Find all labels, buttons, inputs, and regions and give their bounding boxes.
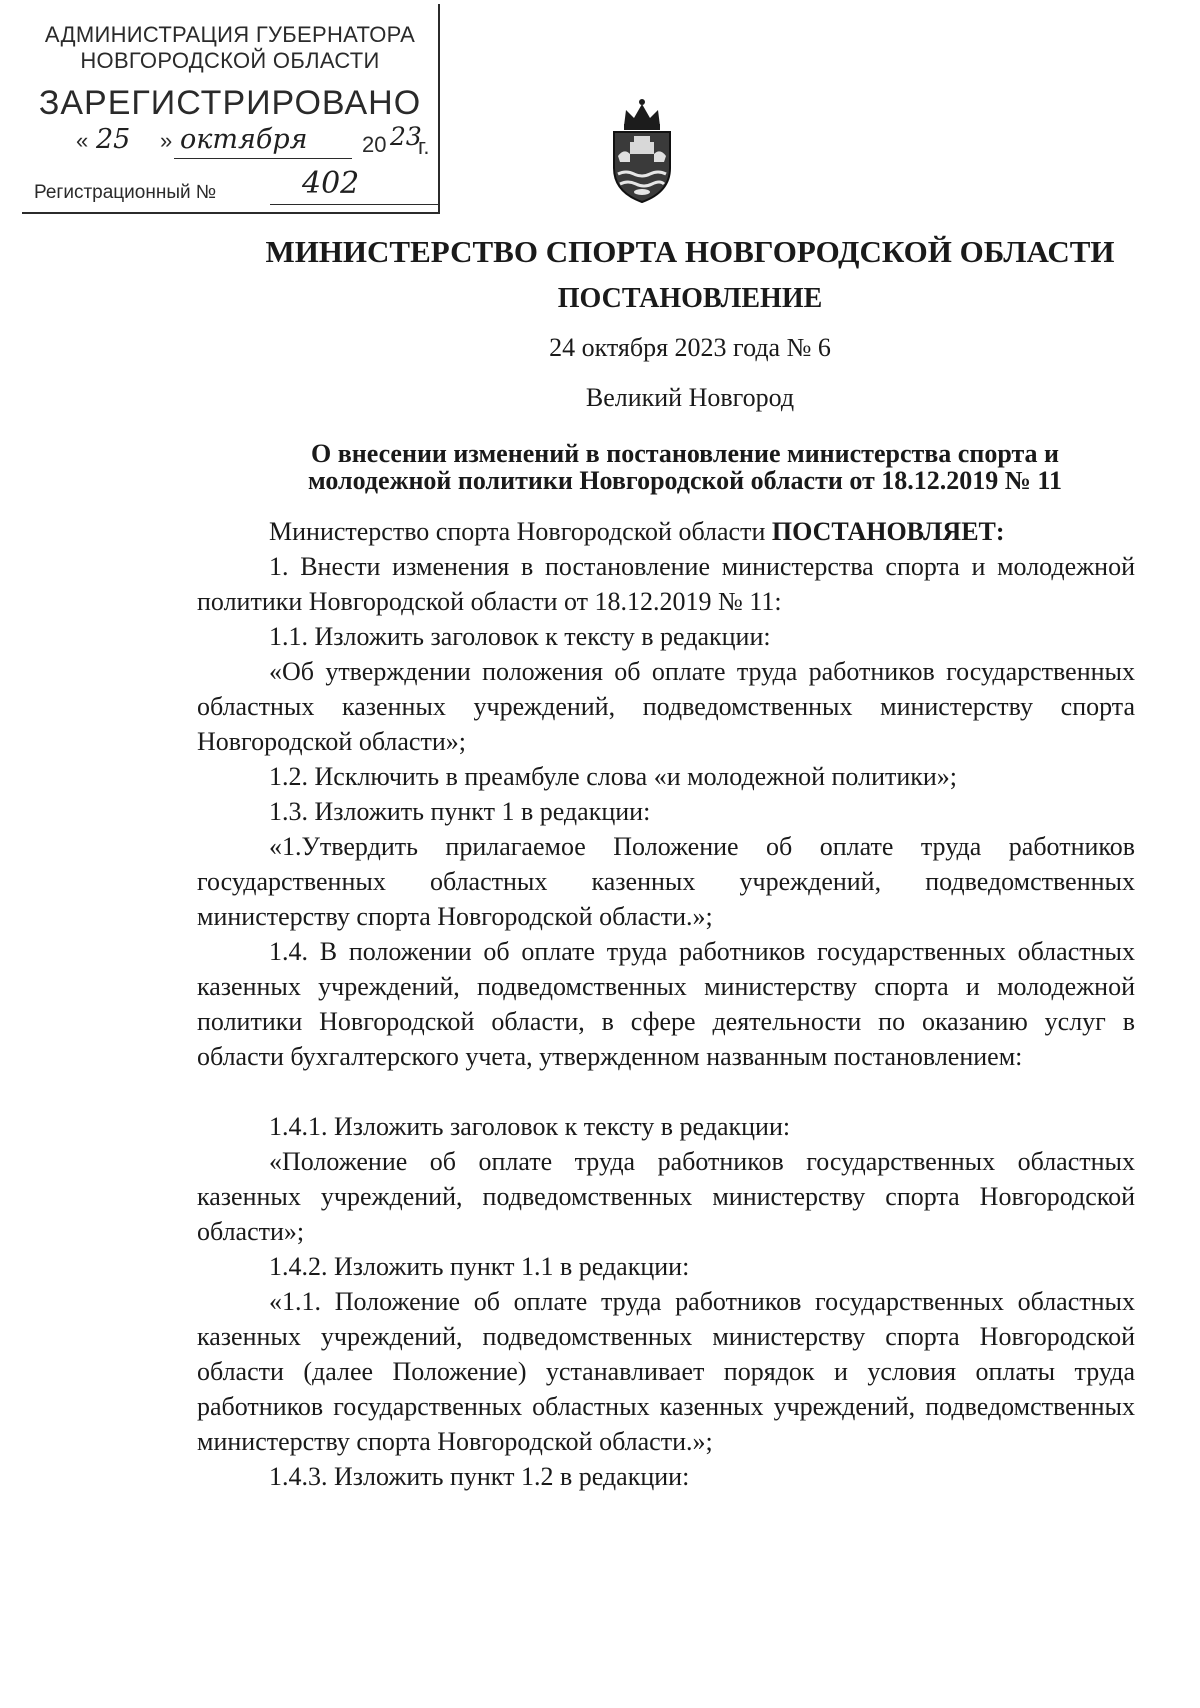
stamp-registration-label: Регистрационный № <box>34 182 217 203</box>
coat-of-arms-icon <box>600 96 684 208</box>
stamp-title: ЗАРЕГИСТРИРОВАНО <box>38 84 422 122</box>
stamp-date-underline <box>174 158 352 159</box>
stamp-date-month: октября <box>180 124 308 155</box>
paragraph-1-3-quote: «1.Утвердить прилагаемое Положение об оплате труда работников государственных областных казенных учреждений, подведомственных министерству спорта Новгородской области.»; <box>197 832 1135 931</box>
stamp-date-quote-open: « <box>76 128 89 153</box>
stamp-organization-line-2: НОВГОРОДСКОЙ ОБЛАСТИ <box>80 48 380 73</box>
stamp-date-day: 25 <box>96 124 131 155</box>
intro-text: Министерство спорта Новгородской области <box>269 517 772 546</box>
stamp-organization-line-1: АДМИНИСТРАЦИЯ ГУБЕРНАТОРА <box>44 22 416 47</box>
intro-paragraph <box>197 514 1135 549</box>
stamp-registration-underline <box>270 204 438 205</box>
document-city: Великий Новгород <box>585 383 795 412</box>
stamp-year-suffix: г. <box>418 134 430 159</box>
paragraph-1-4-3: 1.4.3. Изложить пункт 1.2 в редакции: <box>269 1462 690 1491</box>
paragraph-1-4-1-quote: «Положение об оплате труда работников государственных областных казенных учреждений, подведомственных министерству спорта Новгородской области»; <box>197 1147 1135 1246</box>
document-date-number: 24 октября 2023 года № 6 <box>549 333 831 362</box>
ministry-title: МИНИСТЕРСТВО СПОРТА НОВГОРОДСКОЙ ОБЛАСТИ <box>265 234 1115 269</box>
stamp-year-prefix: 20 <box>362 132 387 157</box>
paragraph-1-1: 1.1. Изложить заголовок к тексту в редакции: <box>269 622 771 651</box>
paragraph-1-4-2-quote: «1.1. Положение об оплате труда работников государственных областных казенных учреждений, подведомственных министерству спорта Новгородской области (далее Положение) устанавливает порядок и условия оплаты труда работников государственных областных казенных учреждений, подведомственных министерству спорта Новгородской области.»; <box>197 1287 1135 1456</box>
stamp-registration <box>34 166 434 208</box>
paragraph-1-4-1: 1.4.1. Изложить заголовок к тексту в редакции: <box>269 1112 791 1141</box>
paragraph-1-2: 1.2. Исключить в преамбуле слова «и молодежной политики»; <box>269 762 958 791</box>
document-type: ПОСТАНОВЛЕНИЕ <box>557 283 823 314</box>
stamp-date-quote-close: » <box>160 128 173 153</box>
paragraph-1-3: 1.3. Изложить пункт 1 в редакции: <box>269 797 651 826</box>
paragraph-1-1-quote: «Об утверждении положения об оплате труда работников государственных областных казенных учреждений, подведомственных министерству спорта Новгородской области»; <box>197 657 1135 756</box>
stamp-year-handwritten: 23 <box>390 122 422 151</box>
paragraph-1-4: 1.4. В положении об оплате труда работников государственных областных казенных учреждений, подведомственных министерству спорта и молодежной политики Новгородской области, в сфере деятельности по оказанию услуг в области бухгалтерского учета, утвержденном названным постановлением: <box>197 937 1135 1071</box>
paragraph-1: 1. Внести изменения в постановление министерства спорта и молодежной политики Новгородской области от 18.12.2019 № 11: <box>197 552 1135 616</box>
intro-decision-word: ПОСТАНОВЛЯЕТ: <box>771 517 1005 546</box>
registration-stamp <box>22 4 440 214</box>
stamp-date <box>56 122 436 162</box>
paragraph-1-4-2: 1.4.2. Изложить пункт 1.1 в редакции: <box>269 1252 690 1281</box>
document-subject: О внесении изменений в постановление министерства спорта и молодежной политики Новгородской области от 18.12.2019 № 11 <box>308 439 1062 495</box>
stamp-registration-number: 402 <box>302 166 360 201</box>
